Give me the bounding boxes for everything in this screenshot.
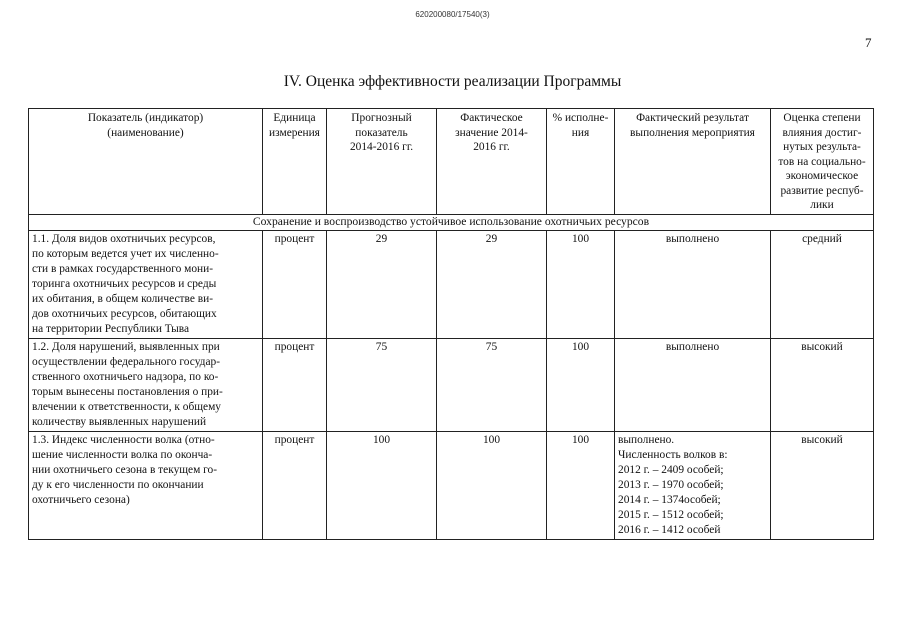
row-actual: 75 xyxy=(437,339,547,432)
row-unit: процент xyxy=(263,432,327,540)
section-title: Сохранение и воспроизводство устойчивое использование охотничьих ресурсов xyxy=(29,215,874,231)
row-indicator: 1.3. Индекс численности волка (отно- шение численности волка по оконча- нии охотничьего сезона в текущем го- ду к его численности по окончании охотничьего сезона) xyxy=(29,432,263,540)
row-indicator: 1.2. Доля нарушений, выявленных при осуществлении федерального государ- ственного охотничьего надзора, по ко- торым вынесены постановления о при- влечении к ответственности, к общему количеству выявленных нарушений xyxy=(29,339,263,432)
header-forecast: Прогнозный показатель 2014-2016 гг. xyxy=(327,109,437,215)
row-assessment: высокий xyxy=(771,432,874,540)
row-result: выполнено xyxy=(615,339,771,432)
efficiency-table xyxy=(28,108,874,540)
row-assessment: высокий xyxy=(771,339,874,432)
document-id: 620200080/17540(3) xyxy=(415,10,490,19)
row-result: выполнено xyxy=(615,231,771,339)
header-unit: Единица измерения xyxy=(263,109,327,215)
row-percent: 100 xyxy=(547,339,615,432)
header-assessment: Оценка степени влияния достиг- нутых результа- тов на социально- экономическое развитие респуб- лики xyxy=(771,109,874,215)
row-actual: 100 xyxy=(437,432,547,540)
page-number: 7 xyxy=(865,35,872,50)
row-result: выполнено. Численность волков в: 2012 г. – 2409 особей; 2013 г. – 1970 особей; 2014 г. – 1374особей; 2015 г. – 1512 особей; 2016 г. – 1412 особей xyxy=(615,432,771,540)
row-unit: процент xyxy=(263,231,327,339)
table-row xyxy=(29,231,874,339)
header-result: Фактический результат выполнения мероприятия xyxy=(615,109,771,215)
table-row xyxy=(29,432,874,540)
row-forecast: 75 xyxy=(327,339,437,432)
section-row xyxy=(29,215,874,231)
row-unit: процент xyxy=(263,339,327,432)
row-percent: 100 xyxy=(547,432,615,540)
row-assessment: средний xyxy=(771,231,874,339)
row-actual: 29 xyxy=(437,231,547,339)
page-title: IV. Оценка эффективности реализации Программы xyxy=(283,73,622,90)
row-percent: 100 xyxy=(547,231,615,339)
row-indicator: 1.1. Доля видов охотничьих ресурсов, по которым ведется учет их численно- сти в рамках государственного мони- торинга охотничьих ресурсов и среды их обитания, в общем количестве ви- дов охотничьих ресурсов, обитающих на территории Республики Тыва xyxy=(29,231,263,339)
row-forecast: 29 xyxy=(327,231,437,339)
header-percent: % исполне- ния xyxy=(547,109,615,215)
row-forecast: 100 xyxy=(327,432,437,540)
table-header-row xyxy=(29,109,874,215)
header-indicator: Показатель (индикатор) (наименование) xyxy=(29,109,263,215)
header-actual: Фактическое значение 2014- 2016 гг. xyxy=(437,109,547,215)
table-row xyxy=(29,339,874,432)
